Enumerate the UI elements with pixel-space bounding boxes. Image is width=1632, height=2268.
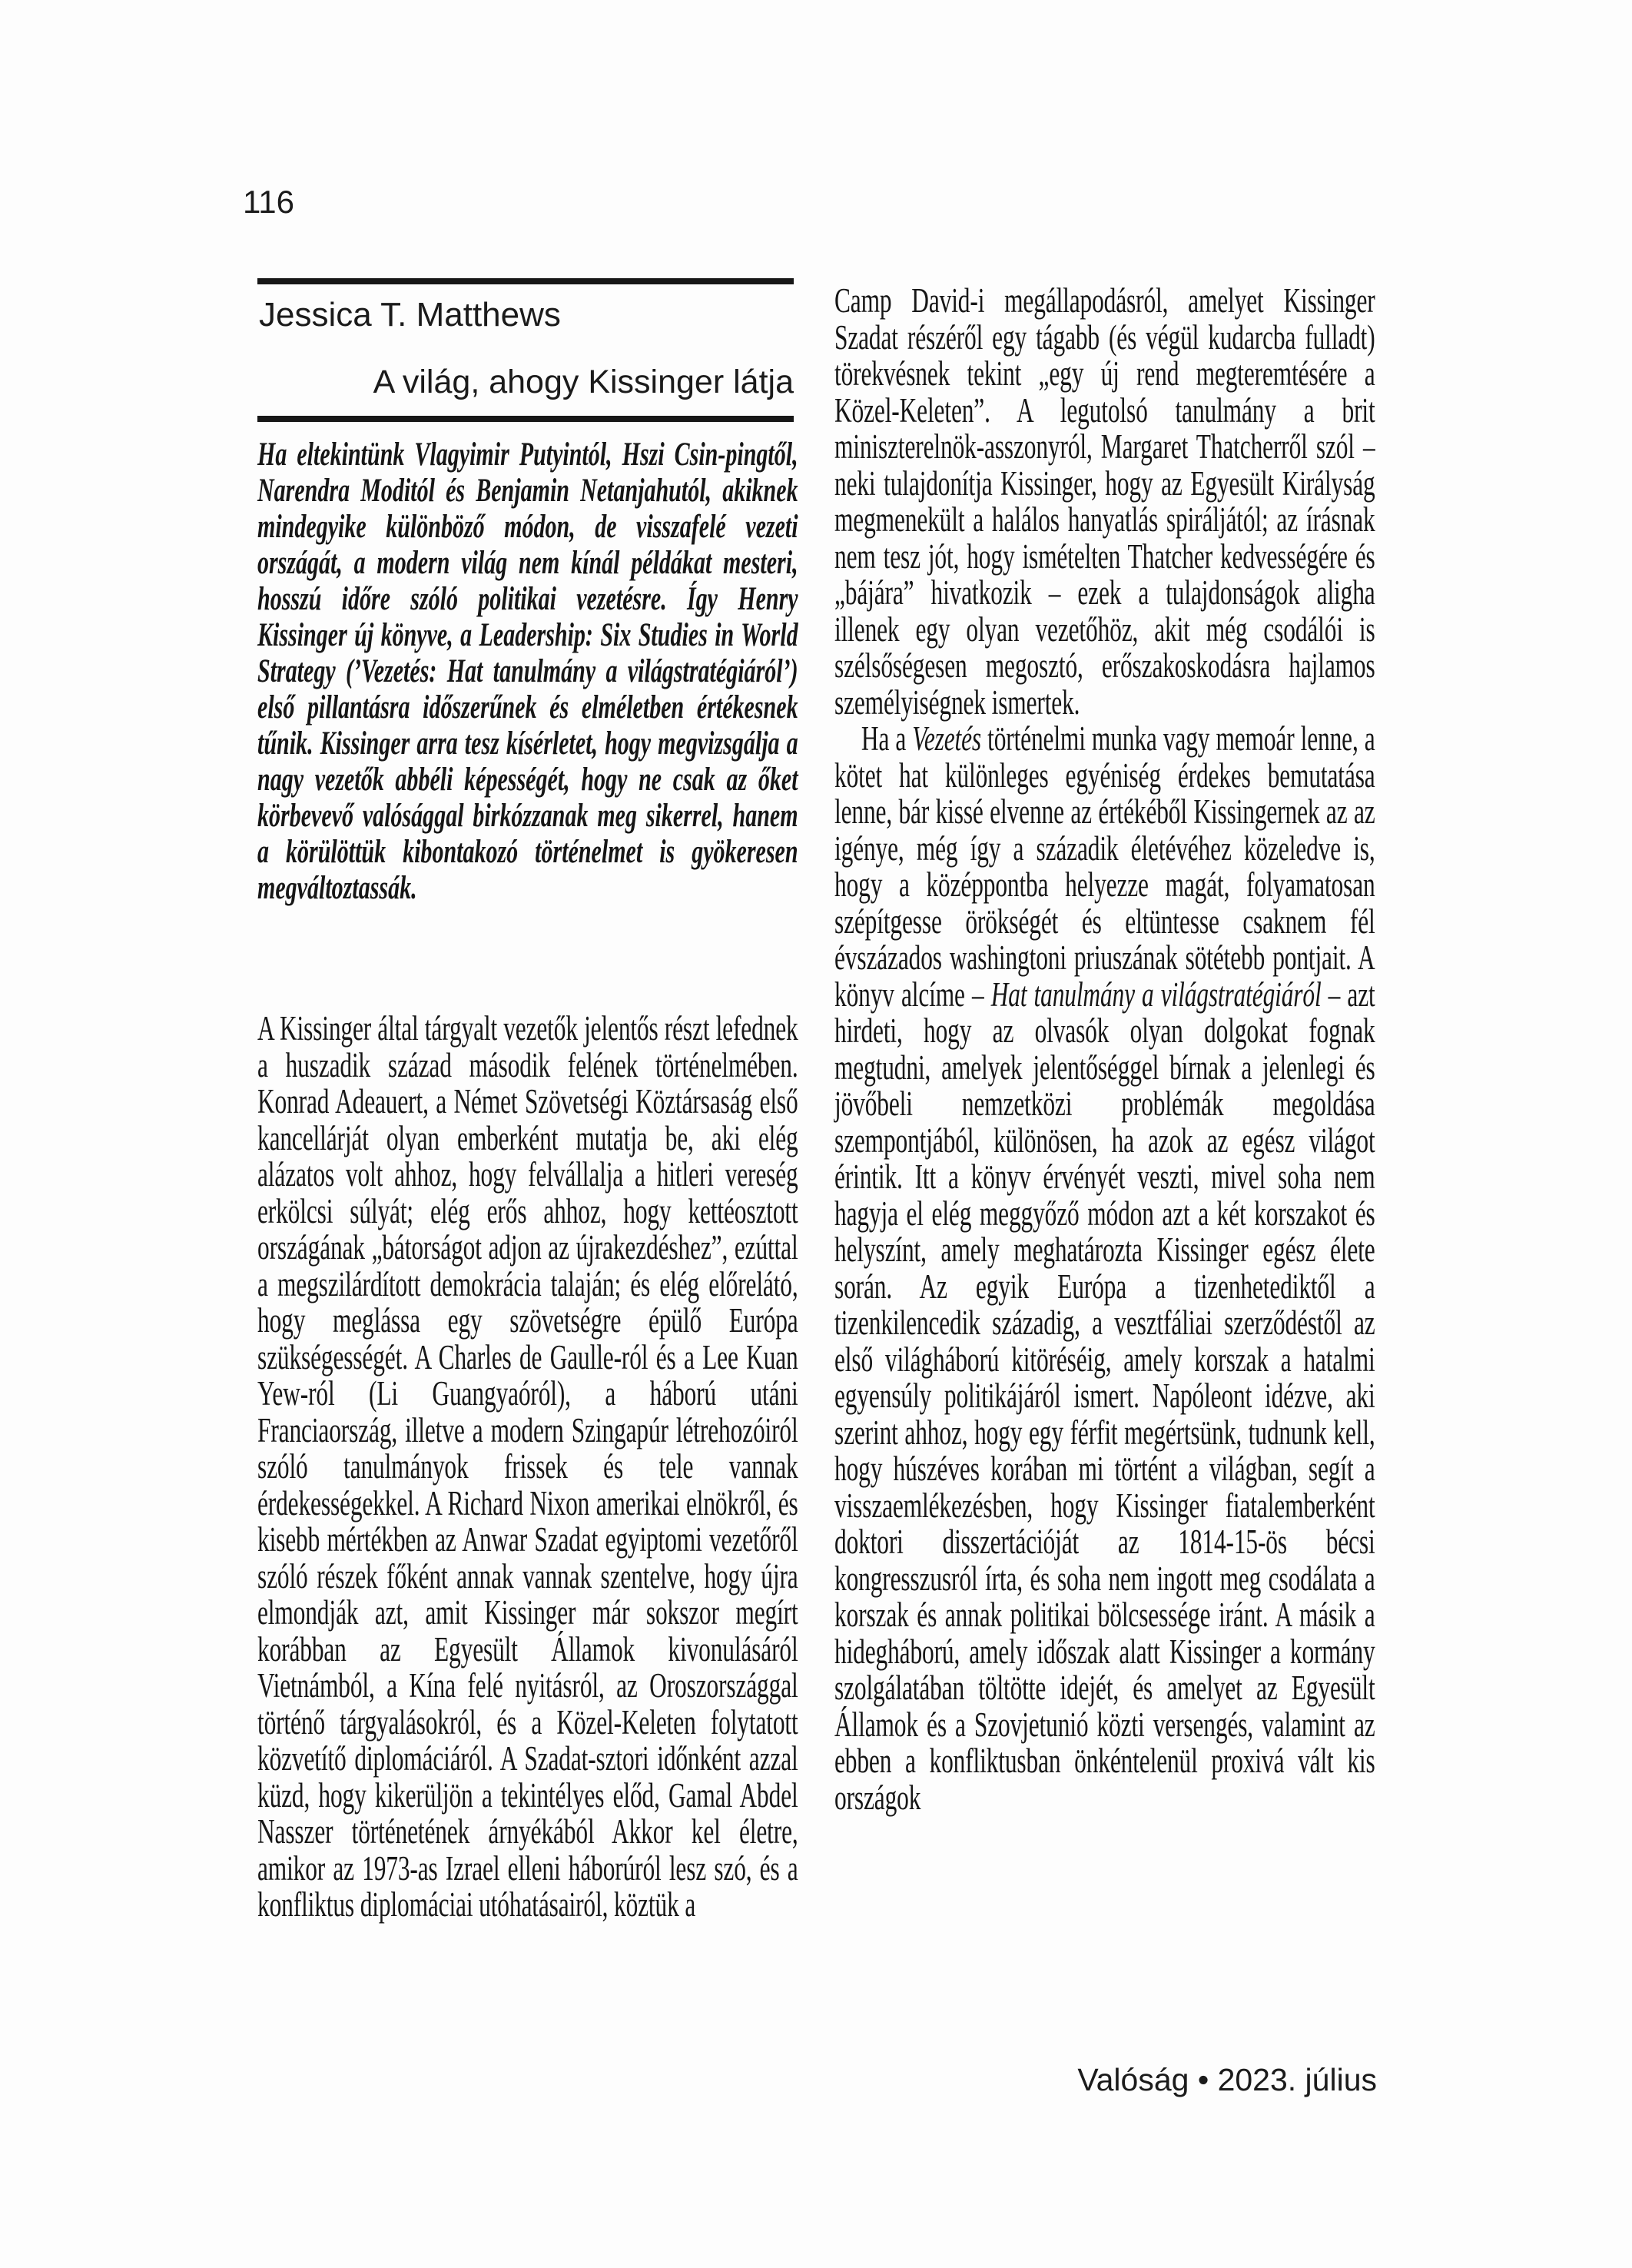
article-header [257,278,794,422]
paragraph-text-segment: Ha a [861,719,913,758]
header-rule-bottom [257,416,794,422]
right-column-body [834,283,1375,1816]
header-rule-top [257,278,794,284]
article-title: A világ, ahogy Kissinger látja [373,364,794,400]
paragraph-text-segment: történelmi munka vagy memoár lenne, a kötet hat különleges egyéniség érdekes bemutatása lenne, bár kissé elvenne az értékéből Kissingernek az az igénye, még így a századik életévéhez közeledve is, hogy a középpontba helyezze magát, folyamatosan szépítgesse örökségét és eltüntesse csaknem fél évszázados washingtoni priuszának sötétebb pontjait. A könyv alcíme – [834,719,1375,1014]
left-column-body [257,1011,798,1924]
body-paragraph-left: A Kissinger által tárgyalt vezetők jelentős részt lefednek a huszadik század második felének történelmében. Konrad Adeauert, a Német Szövetségi Köztársaság első kancellárját olyan emberként mutatja be, aki elég alázatos volt ahhoz, hogy felvállalja a hitleri vereség erkölcsi súlyát; elég erős ahhoz, hogy kettéosztott országának „bátorságot adjon az újrakezdéshez”, ezúttal a megszilárdított demokrácia talaján; és elég előrelátó, hogy meglássa egy szövetségre épülő Európa szükségességét. A Charles de Gaulle-ról és a Lee Kuan Yew-ról (Li Guangyaóról), a háború utáni Franciaország, illetve a modern Szingapúr létrehozóiról szóló tanulmányok frissek és tele vannak érdekességekkel. A Richard Nixon amerikai elnökről, és kisebb mértékben az Anwar Szadat egyiptomi vezetőről szóló részek főként annak vannak szentelve, hogy újra elmondják azt, amit Kissinger már sokszor megírt korábban az Egyesült Államok kivonulásáról Vietnámból, a Kína felé nyitásról, az Oroszországgal történő tárgyalásokról, és a Közel-Keleten folytatott közvetítő diplomáciáról. A Szadat-sztori időnként azzal küzd, hogy kikerüljön a tekintélyes előd, Gamal Abdel Nasszer történetének árnyékából Akkor kel életre, amikor az 1973-as Izrael elleni háborúról lesz szó, és a konfliktus diplomáciai utóhatásairól, köztük a [257,1009,798,1924]
body-paragraph-continuation: Camp David-i megállapodásról, amelyet Kissinger Szadat részéről egy tágabb (és végül kudarcba fulladt) törekvésnek tekint „egy új rend megteremtésére a Közel-Keleten”. A legutolsó tanulmány a brit miniszterelnök-asszonyról, Margaret Thatcherről szól – neki tulajdonítja Kissinger, hogy az Egyesült Királyság megmenekült a halálos hanyatlás spiráljától; az írásnak nem tesz jót, hogy ismételten Thatcher kedvességére és „bájára” hivatkozik – ezek a tulajdonságok aligha illenek egy olyan vezetőhöz, akit még csodálói is szélsőségesen megosztó, erőszakoskodásra hajlamos személyiségnek ismertek. [834,281,1375,722]
book-subtitle-italic: Hat tanulmány a világstratégiáról [990,975,1322,1014]
body-paragraph-right [834,721,1375,1816]
journal-footer: Valóság • 2023. július [1077,2062,1377,2097]
page-number: 116 [243,184,294,220]
book-title-italic: Vezetés [912,719,982,758]
lead-paragraph: Ha eltekintünk Vlagyimir Putyintól, Hszi Csin-pingtől, Narendra Moditól és Benjamin Netanjahutól, akiknek mindegyike különböző módon, de visszafelé vezeti országát, a modern világ nem kínál példákat mesteri, hosszú időre szóló politikai vezetésre. Így Henry Kissinger új könyve, a Leadership: Six Studies in World Strategy (’Vezetés: Hat tanulmány a világstratégiáról’) első pillantásra időszerűnek és elméletben értékesnek tűnik. Kissinger arra tesz kísérletet, hogy megvizsgálja a nagy vezetők abbéli képességét, hogy ne csak az őket körbevevő valósággal birkózzanak meg sikerrel, hanem a körülöttük kibontakozó történelmet is gyökeresen megváltoztassák. [257,437,798,906]
paragraph-text-segment: – azt hirdeti, hogy az olvasók olyan dolgokat fognak megtudni, amelyek jelentőséggel bírnak a jelenlegi és jövőbeli nemzetközi problémák megoldása szempontjából, különösen, ha azok az egész világot érintik. Itt a könyv érvényét veszti, mivel soha nem hagyja el elég meggyőző módon azt a két korszakot és helyszínt, amely meghatározta Kissinger egész élete során. Az egyik Európa a tizenhetediktől a tizenkilencedik századig, a vesztfáliai szerződéstől az első világháború kitöréséig, amely korszak a hatalmi egyensúly politikájáról ismert. Napóleont idézve, aki szerint ahhoz, hogy egy férfit megértsünk, tudnunk kell, hogy húszéves korában mi történt a világban, segít a visszaemlékezésben, hogy Kissinger fiatalemberként doktori disszertációját az 1814-15-ös bécsi kongresszusról írta, és soha nem ingott meg csodálata a korszak és annak politikai bölcsessége iránt. A másik a hidegháború, amely időszak alatt Kissinger a kormány szolgálatában töltötte idejét, és amelyet az Egyesült Államok és a Szovjetunió közti versengés, valamint az ebben a konfliktusban önkéntelenül proxivá vált kis országok [834,975,1375,1817]
author-name: Jessica T. Matthews [259,296,561,334]
